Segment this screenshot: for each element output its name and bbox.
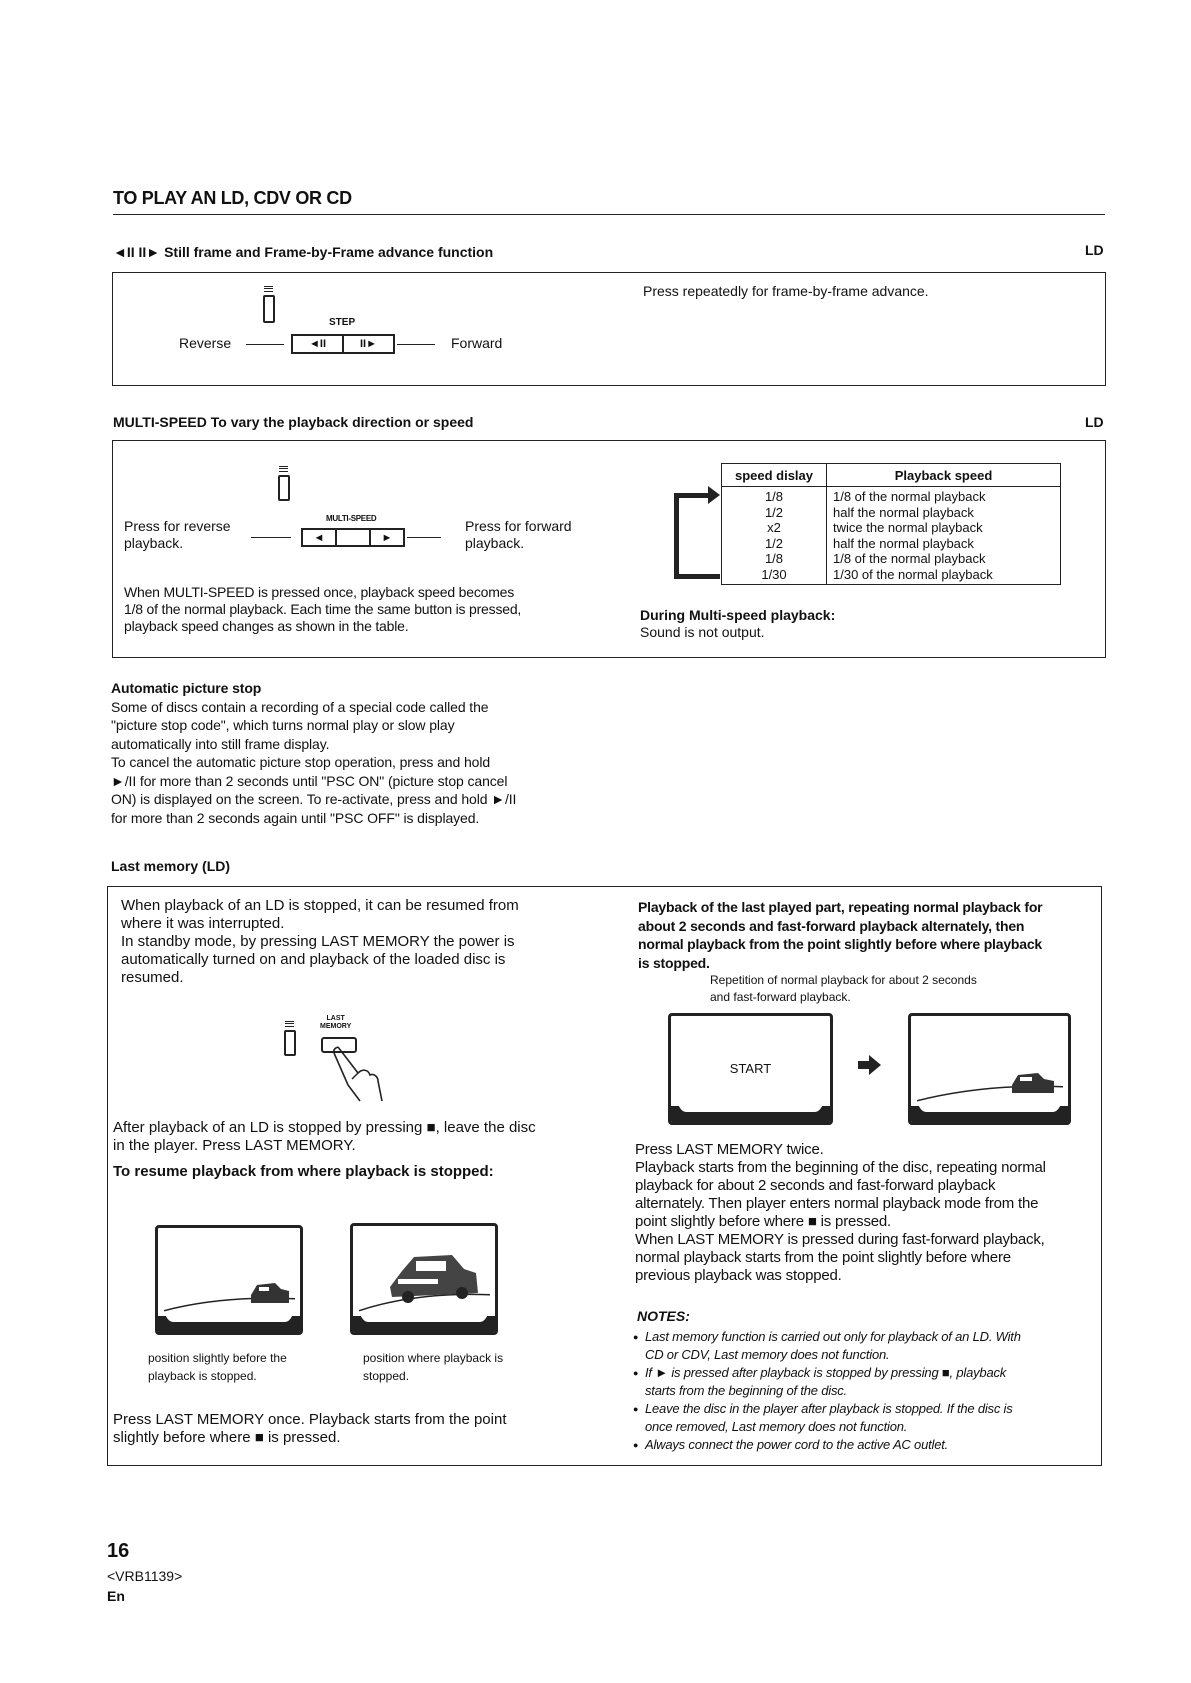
press-twice-text (635, 1141, 1095, 1285)
multispeed-middle-segment (337, 530, 371, 545)
cycle-arrowhead-icon (708, 486, 720, 504)
reverse-label-line-2: playback. (124, 535, 184, 551)
reverse-leader-line (251, 537, 291, 538)
note-line: CD or CDV, Last memory does not function. (645, 1347, 890, 1362)
note-line: ● Leave the disc in the player after playback is stopped. If the disc is (645, 1401, 1013, 1416)
last-memory-button-label (320, 1015, 351, 1031)
speed-display-value: 1/2 (764, 504, 784, 520)
doc-code: <VRB1139> (107, 1568, 183, 1584)
cycle-bracket (674, 493, 690, 579)
right-heading-line: about 2 seconds and fast-forward playback alternately, then (638, 917, 1025, 934)
last-memory-heading: Last memory (LD) (111, 858, 231, 874)
speed-table-header-speed: Playback speed (827, 464, 1061, 487)
auto-stop-line: ►/II for more than 2 seconds until "PSC ON" (picture stop cancel (111, 772, 508, 789)
forward-label-line-2: playback. (465, 535, 525, 551)
right-heading-line: normal playback from the point slightly before where playback (638, 936, 1043, 952)
multispeed-heading (113, 414, 473, 431)
step-heading-icons: ◄II II► (113, 244, 161, 260)
remote-signal-icon (264, 286, 273, 292)
tv-inner (676, 1021, 825, 1112)
press-once-line: slightly before where ■ is pressed. (113, 1429, 341, 1446)
press-once-line: Press LAST MEMORY once. Playback starts from the point (113, 1411, 507, 1428)
step-button-label: STEP (329, 317, 356, 328)
intro-line: When playback of an LD is stopped, it can be resumed from (121, 897, 519, 914)
car-on-road-small-icon (163, 1233, 295, 1322)
explanation-line: When MULTI-SPEED is pressed once, playback speed becomes (124, 584, 515, 600)
multispeed-box (112, 440, 1106, 658)
speed-table (721, 463, 1061, 585)
note-line: starts from the beginning of the disc. (645, 1383, 847, 1398)
auto-stop-line: automatically into still frame display. (111, 735, 330, 752)
step-box (112, 272, 1106, 386)
multispeed-button[interactable] (301, 528, 405, 547)
playback-speed-value: 1/8 of the normal playback (833, 551, 986, 566)
step-forward-button[interactable]: II► (360, 338, 377, 350)
step-reverse-label: Reverse (179, 335, 232, 351)
tv-screen-start (668, 1013, 833, 1125)
title-rule (113, 214, 1105, 215)
auto-stop-line: for more than 2 seconds again until "PSC OFF" is displayed. (111, 809, 480, 826)
playback-speed-cell (827, 487, 1061, 585)
cycle-bracket-bottom (674, 574, 720, 579)
section-title: TO PLAY AN LD, CDV OR CD (113, 188, 352, 208)
reverse-label-line-1: Press for reverse (124, 518, 231, 534)
remote-signal-icon (279, 466, 288, 472)
note-item (633, 1436, 1103, 1454)
pressing-hand-icon (332, 1045, 392, 1105)
forward-label-line-1: Press for forward (465, 518, 572, 534)
press-once-text (113, 1411, 583, 1447)
after-text (113, 1119, 573, 1155)
intro-line: where it was interrupted. (121, 915, 285, 932)
note-line: ● If ► is pressed after playback is stopped by pressing ■, playback (645, 1365, 1007, 1380)
notes-heading: NOTES: (637, 1308, 690, 1324)
reverse-label (124, 518, 231, 552)
button-label-line: MEMORY (320, 1023, 352, 1030)
press-twice-line: alternately. Then player enters normal playback mode from the (635, 1195, 1039, 1212)
caption-line: stopped. (363, 1369, 410, 1383)
step-description: Press repeatedly for frame-by-frame advance. (643, 283, 929, 299)
right-heading-line: is stopped. (638, 954, 710, 971)
tv-screen-fastforward (908, 1013, 1071, 1125)
playback-speed-value: 1/8 of the normal playback (833, 489, 986, 504)
note-item (633, 1400, 1103, 1436)
playback-speed-value: half the normal playback (833, 504, 974, 520)
auto-stop-line: ON) is displayed on the screen. To re-activate, press and hold ►/II (111, 791, 517, 807)
caption-line: playback is stopped. (148, 1369, 257, 1383)
forward-leader-line (407, 537, 441, 538)
auto-stop-line: To cancel the automatic picture stop operation, press and hold (111, 754, 491, 770)
multispeed-tag: LD (1085, 414, 1104, 430)
note-line: once removed, Last memory does not function. (645, 1419, 908, 1434)
auto-stop-section (111, 679, 516, 827)
multispeed-forward-button[interactable]: ► (381, 531, 393, 544)
button-label-line: LAST (326, 1015, 345, 1022)
tv-screen-before (155, 1225, 303, 1335)
tv-inner (358, 1231, 490, 1322)
repetition-caption-line: Repetition of normal playback for about 2 seconds (710, 973, 977, 987)
after-text-line: After playback of an LD is stopped by pressing ■, leave the disc (113, 1119, 536, 1136)
playback-speed-value: 1/30 of the normal playback (833, 566, 993, 582)
right-heading-line: Playback of the last played part, repeating normal playback for (638, 899, 1043, 915)
multispeed-button-label: MULTI-SPEED (326, 514, 377, 523)
intro-line: automatically turned on and playback of the loaded disc is (121, 951, 506, 968)
press-twice-line: Press LAST MEMORY twice. (635, 1141, 824, 1158)
during-multispeed (640, 607, 835, 641)
step-heading (113, 244, 493, 261)
resume-heading: To resume playback from where playback is stopped: (113, 1163, 494, 1180)
auto-stop-line: Some of discs contain a recording of a special code called the (111, 698, 489, 715)
playback-speed-value: half the normal playback (833, 535, 974, 551)
speed-display-cell (722, 487, 827, 585)
caption-line: position slightly before the (148, 1351, 287, 1365)
forward-leader-line (397, 344, 435, 345)
start-label: START (729, 1061, 772, 1076)
explanation-line: playback speed changes as shown in the table. (124, 618, 409, 634)
right-arrowhead-icon (869, 1055, 881, 1075)
tv-screen-stopped (350, 1223, 498, 1335)
remote-icon (284, 1030, 296, 1056)
remote-signal-icon (285, 1021, 294, 1027)
notes-list (633, 1328, 1103, 1454)
caption-stopped (363, 1349, 503, 1385)
intro-line: In standby mode, by pressing LAST MEMORY the power is (121, 933, 515, 950)
speed-table-header-display: speed dislay (722, 464, 827, 487)
remote-icon (278, 475, 290, 501)
caption-before (148, 1349, 287, 1385)
press-twice-line: When LAST MEMORY is pressed during fast-forward playback, (635, 1231, 1045, 1248)
explanation-line: 1/8 of the normal playback. Each time the same button is pressed, (124, 601, 522, 617)
step-tag: LD (1085, 242, 1104, 258)
note-item (633, 1328, 1103, 1364)
repetition-caption-line: and fast-forward playback. (710, 990, 851, 1004)
multispeed-reverse-button[interactable]: ◄ (303, 530, 337, 545)
car-on-road-small-icon (916, 1021, 1063, 1112)
last-memory-box (107, 886, 1102, 1466)
multispeed-heading-bold: MULTI-SPEED (113, 414, 207, 430)
last-memory-intro (121, 897, 581, 987)
step-heading-text: Still frame and Frame-by-Frame advance function (164, 244, 494, 260)
step-forward-label: Forward (451, 335, 503, 351)
right-heading (638, 898, 1098, 972)
after-text-line: in the player. Press LAST MEMORY. (113, 1137, 356, 1154)
multispeed-heading-rest: To vary the playback direction or speed (210, 414, 474, 430)
cycle-arrow-icon (674, 493, 710, 498)
press-twice-line: previous playback was stopped. (635, 1267, 842, 1284)
note-item (633, 1364, 1103, 1400)
note-line: ● Last memory function is carried out only for playback of an LD. With (645, 1329, 1021, 1344)
forward-label (465, 518, 572, 552)
page-number: 16 (107, 1540, 130, 1562)
reverse-leader-line (246, 344, 284, 345)
tv-inner (163, 1233, 295, 1322)
speed-display-value: 1/2 (764, 535, 784, 551)
press-twice-line: point slightly before where ■ is pressed. (635, 1213, 891, 1230)
caption-line: position where playback is (363, 1351, 504, 1365)
speed-display-value: 1/8 (764, 551, 784, 566)
step-reverse-button[interactable]: ◄II (293, 336, 344, 352)
during-heading: During Multi-speed playback: (640, 607, 836, 623)
note-line: ● Always connect the power cord to the active AC outlet. (645, 1437, 949, 1452)
auto-stop-line: "picture stop code", which turns normal play or slow play (111, 717, 455, 733)
playback-speed-value: twice the normal playback (833, 520, 983, 535)
multispeed-explanation (124, 584, 521, 635)
car-on-road-large-icon (358, 1231, 490, 1322)
step-button[interactable] (291, 334, 395, 354)
intro-line: resumed. (121, 969, 184, 986)
press-twice-line: playback for about 2 seconds and fast-forward playback (635, 1177, 996, 1194)
language-code: En (107, 1588, 125, 1604)
auto-stop-heading: Automatic picture stop (111, 680, 262, 696)
remote-icon (263, 295, 275, 323)
during-text: Sound is not output. (640, 624, 765, 640)
speed-display-value: 1/30 (761, 566, 787, 582)
speed-display-value: x2 (767, 520, 781, 535)
speed-display-value: 1/8 (764, 489, 784, 504)
press-twice-line: Playback starts from the beginning of the disc, repeating normal (635, 1159, 1046, 1176)
tv-inner (916, 1021, 1063, 1112)
press-twice-line: normal playback starts from the point slightly before where (635, 1249, 1011, 1266)
repetition-caption (710, 972, 977, 1006)
